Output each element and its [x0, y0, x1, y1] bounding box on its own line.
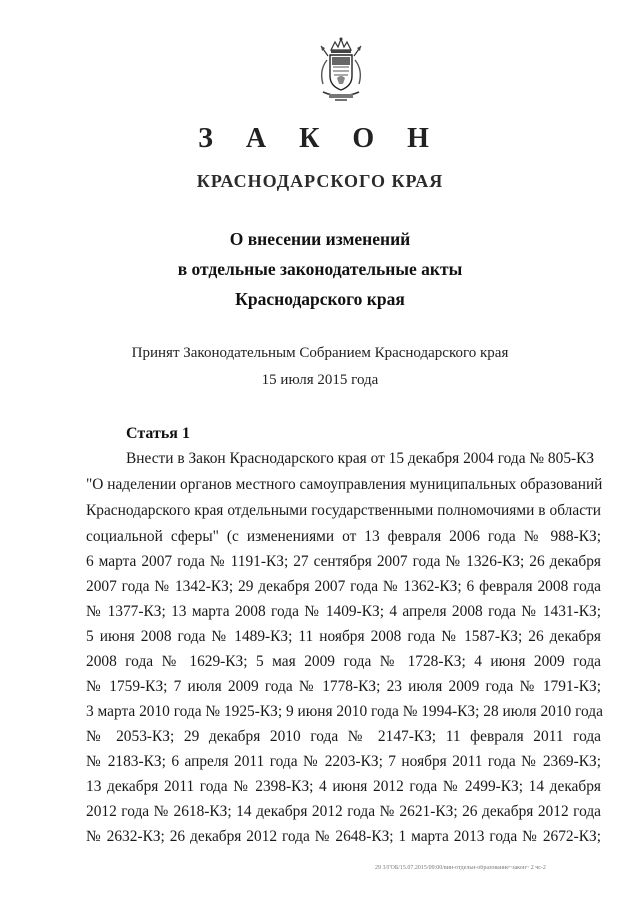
article-body-line: № 2632-КЗ; 26 декабря 2012 года № 2648-КЗ; 1 марта 2013 года № 2672-КЗ; — [86, 828, 601, 845]
article-body-line: социальной сферы" (с изменениями от 13 февраля 2006 года № 988-КЗ; — [86, 528, 601, 545]
article-body-line: 13 декабря 2011 года № 2398-КЗ; 4 июня 2012 года № 2499-КЗ; 14 декабря — [86, 778, 601, 795]
article-body-line: № 2183-КЗ; 6 апреля 2011 года № 2203-КЗ; 7 ноября 2011 года № 2369-КЗ; — [86, 753, 601, 770]
law-subject-line-3: Краснодарского края — [235, 289, 405, 309]
article-body-line: Краснодарского края отдельными государственными полномочиями в области — [86, 502, 601, 519]
law-subject-line-2: в отдельные законодательные акты — [177, 259, 463, 279]
adoption-date: 15 июля 2015 года — [261, 372, 379, 388]
law-subject-line-1: О внесении изменений — [229, 229, 411, 249]
article-body-line: 5 июня 2008 года № 1489-КЗ; 11 ноября 2008 года № 1587-КЗ; 26 декабря — [86, 628, 601, 645]
document-footer-code: 29 3/ГОБ/15.07.2015/09:00/вин-отдельн-образование~закон~ 2 чс-2 — [375, 865, 546, 871]
article-body-line: 2012 года № 2618-КЗ; 14 декабря 2012 года № 2621-КЗ; 26 декабря 2012 года — [86, 803, 601, 820]
article-body-line: Внести в Закон Краснодарского края от 15 декабря 2004 года № 805-КЗ — [126, 450, 595, 467]
article-body-line: № 2053-КЗ; 29 декабря 2010 года № 2147-КЗ; 11 февраля 2011 года — [86, 728, 601, 745]
article-body-line: 6 марта 2007 года № 1191-КЗ; 27 сентября 2007 года № 1326-КЗ; 26 декабря — [86, 553, 601, 570]
article-body-line: 3 марта 2010 года № 1925-КЗ; 9 июня 2010 года № 1994-КЗ; 28 июля 2010 года — [86, 703, 603, 720]
article-body-line: 2008 года № 1629-КЗ; 5 мая 2009 года № 1728-КЗ; 4 июня 2009 года — [86, 653, 601, 670]
adoption-statement: Принят Законодательным Собранием Краснодарского края — [131, 345, 509, 361]
article-body-line: "О наделении органов местного самоуправления муниципальных образований — [86, 476, 603, 493]
article-body-line: № 1377-КЗ; 13 марта 2008 года № 1409-КЗ; 4 апреля 2008 года № 1431-КЗ; — [86, 603, 601, 620]
coat-of-arms-icon — [313, 36, 369, 106]
article-body-line: 2007 года № 1342-КЗ; 29 декабря 2007 года № 1362-КЗ; 6 февраля 2008 года — [86, 578, 601, 595]
region-title: КРАСНОДАРСКОГО КРАЯ — [196, 171, 444, 191]
article-body-line: № 1759-КЗ; 7 июля 2009 года № 1778-КЗ; 23 июля 2009 года № 1791-КЗ; — [86, 678, 601, 695]
document-type-title: З А К О Н — [198, 123, 442, 154]
article-heading: Статья 1 — [126, 425, 190, 442]
